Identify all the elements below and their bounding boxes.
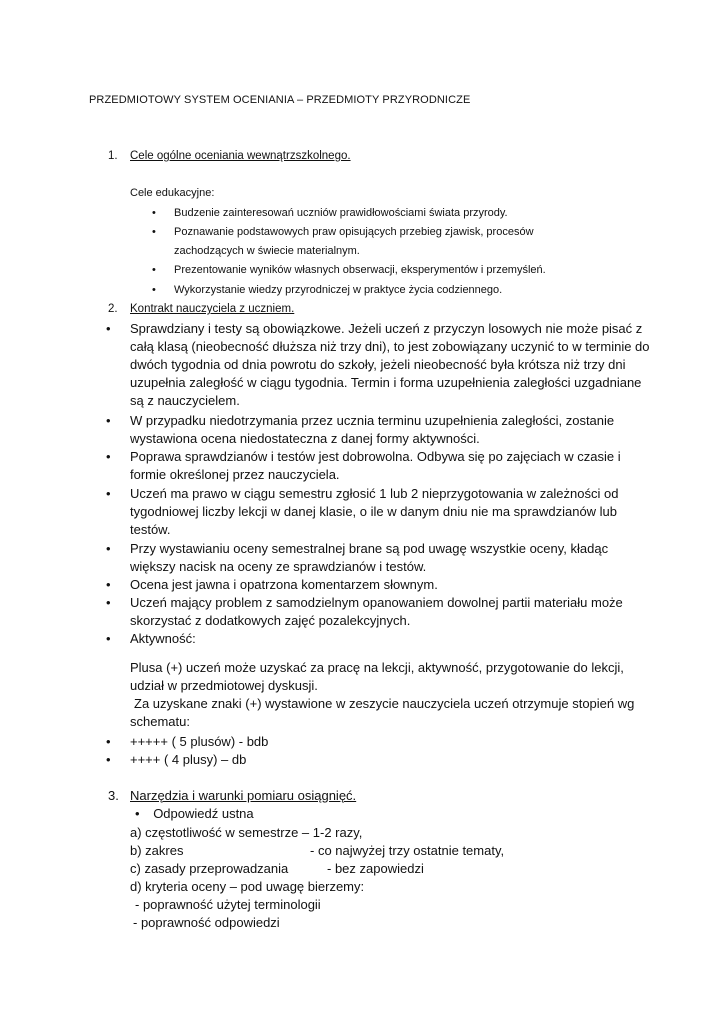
page-title: PRZEDMIOTOWY SYSTEM OCENIANIA – PRZEDMIOTY PRZYRODNICZE [89, 94, 471, 106]
document-page: PRZEDMIOTOWY SYSTEM OCENIANIA – PRZEDMIOTY PRZYRODNICZE 1. Cele ogólne oceniania wewnątrzszkolnego. Cele edukacyjne: • Budzenie zainteresowań uczniów prawidłowościami świata przyrody. • Poznawanie podstawowych praw opisujących przebieg zjawisk, procesów zachodzących w świecie materialnym. • Prezentowanie wyników własnych obserwacji, eksperymentów i przemyśleń. • Wykorzystanie wiedzy przyrodniczej w praktyce życia codziennego. 2. Kontrakt nauczyciela z uczniem. • Sprawdziany i testy są obowiązkowe. Jeżeli uczeń z przyczyn losowych nie może pisać z całą klasą (nieobecność dłuższa niż trzy dni), to jest zobowiązany uczynić to w terminie do dwóch tygodnia od dnia powrotu do szkoły, jeżeli nieobecność była krótsza niż trzy dni uzupełnia zaległość w ciągu tygodnia. Termin i forma uzupełnienia zaległości uzgadniane są z nauczycielem. • W przypadku niedotrzymania przez ucznia terminu uzupełnienia zaległości, zostanie wystawiona ocena niedostateczna z danej formy aktywności. • Poprawa sprawdzianów i testów jest dobrowolna. Odbywa się po zajęciach w czasie i formie określonej przez nauczyciela. • Uczeń ma prawo w ciągu semestru zgłosić 1 lub 2 nieprzygotowania w zależności od tygodniowej liczby lekcji w danej klasie, o ile w danym dniu nie ma sprawdzianów lub testów. • Przy wystawianiu oceny semestralnej brane są pod uwagę wszystkie oceny, kładąc większy nacisk na oceny ze sprawdzianów i testów. • Ocena jest jawna i opatrzona komentarzem słownym. • Uczeń mający problem z samodzielnym opanowaniem dowolnej partii materiału może skorzystać z dodatkowych zajęć pozalekcyjnych. • Aktywność: Plusa (+) uczeń może uzyskać za pracę na lekcji, aktywność, przygotowanie do lekcji, udział w przedmiotowej dyskusji. Za uzyskane znaki (+) wystawione w zeszycie nauczyciela uczeń otrzymuje stopień wg schematu: • +++++ ( 5 plusów) - bdb • ++++ ( 4 plusy) – db 3. Narzędzia i warunki pomiaru osiągnięć. • Odpowiedź ustna a) częstotliwość w semestrze – 1-2 razy, b) zakres - co najwyżej trzy ostatnie tematy, c) zasady przeprowadzania - bez zapowiedzi d) kryteria oceny – pod uwagę bierzemy: - poprawność użytej terminologii - poprawność odpowiedzi [89, 94, 650, 930]
criteria-line: - poprawność użytej terminologii [135, 897, 321, 912]
section-label: Narzędzia i warunki pomiaru osiągnięć. [130, 788, 357, 803]
subsection-label: Cele edukacyjne: [130, 187, 215, 199]
activity-paragraph: Za uzyskane znaki (+) wystawione w zeszycie nauczyciela uczeń otrzymuje stopień wg schematu: [130, 696, 635, 729]
bullet-icon: • [152, 284, 156, 296]
bullet-icon: • [106, 752, 111, 767]
activity-paragraph: Plusa (+) uczeń może uzyskać za pracę na lekcji, aktywność, przygotowanie do lekcji, udział w przedmiotowej dyskusji. [130, 660, 624, 693]
criteria-line: - bez zapowiedzi [327, 861, 424, 876]
bullet-icon: • [152, 226, 156, 238]
bullet-icon: • [106, 734, 111, 749]
bullet-icon: • [106, 577, 111, 592]
bullet-icon: • [106, 595, 111, 610]
bullet-icon: • [106, 449, 111, 464]
criteria-line: a) częstotliwość w semestrze – 1-2 razy, [130, 825, 363, 840]
section-label: Cele ogólne oceniania wewnątrzszkolnego. [130, 150, 351, 162]
criteria-line: c) zasady przeprowadzania [130, 861, 289, 876]
section-number: 3. [108, 788, 119, 803]
bullet-icon: • [106, 541, 111, 556]
section-label: Kontrakt nauczyciela z uczniem. [130, 303, 295, 315]
bullet-icon: • [106, 486, 111, 501]
bullet-icon: • [106, 321, 111, 336]
criteria-line: - poprawność odpowiedzi [133, 915, 280, 930]
list-item: • Odpowiedź ustna [135, 806, 254, 821]
bullet-icon: • [152, 207, 156, 219]
criteria-line: d) kryteria oceny – pod uwagę bierzemy: [130, 879, 365, 894]
bullet-icon: • [152, 264, 156, 276]
bullet-icon: • [106, 631, 111, 646]
section-number: 2. [108, 303, 118, 315]
section-number: 1. [108, 150, 118, 162]
criteria-line: - co najwyżej trzy ostatnie tematy, [310, 843, 505, 858]
bullet-icon: • [135, 806, 140, 821]
criteria-line: b) zakres [130, 843, 184, 858]
bullet-icon: • [106, 413, 111, 428]
